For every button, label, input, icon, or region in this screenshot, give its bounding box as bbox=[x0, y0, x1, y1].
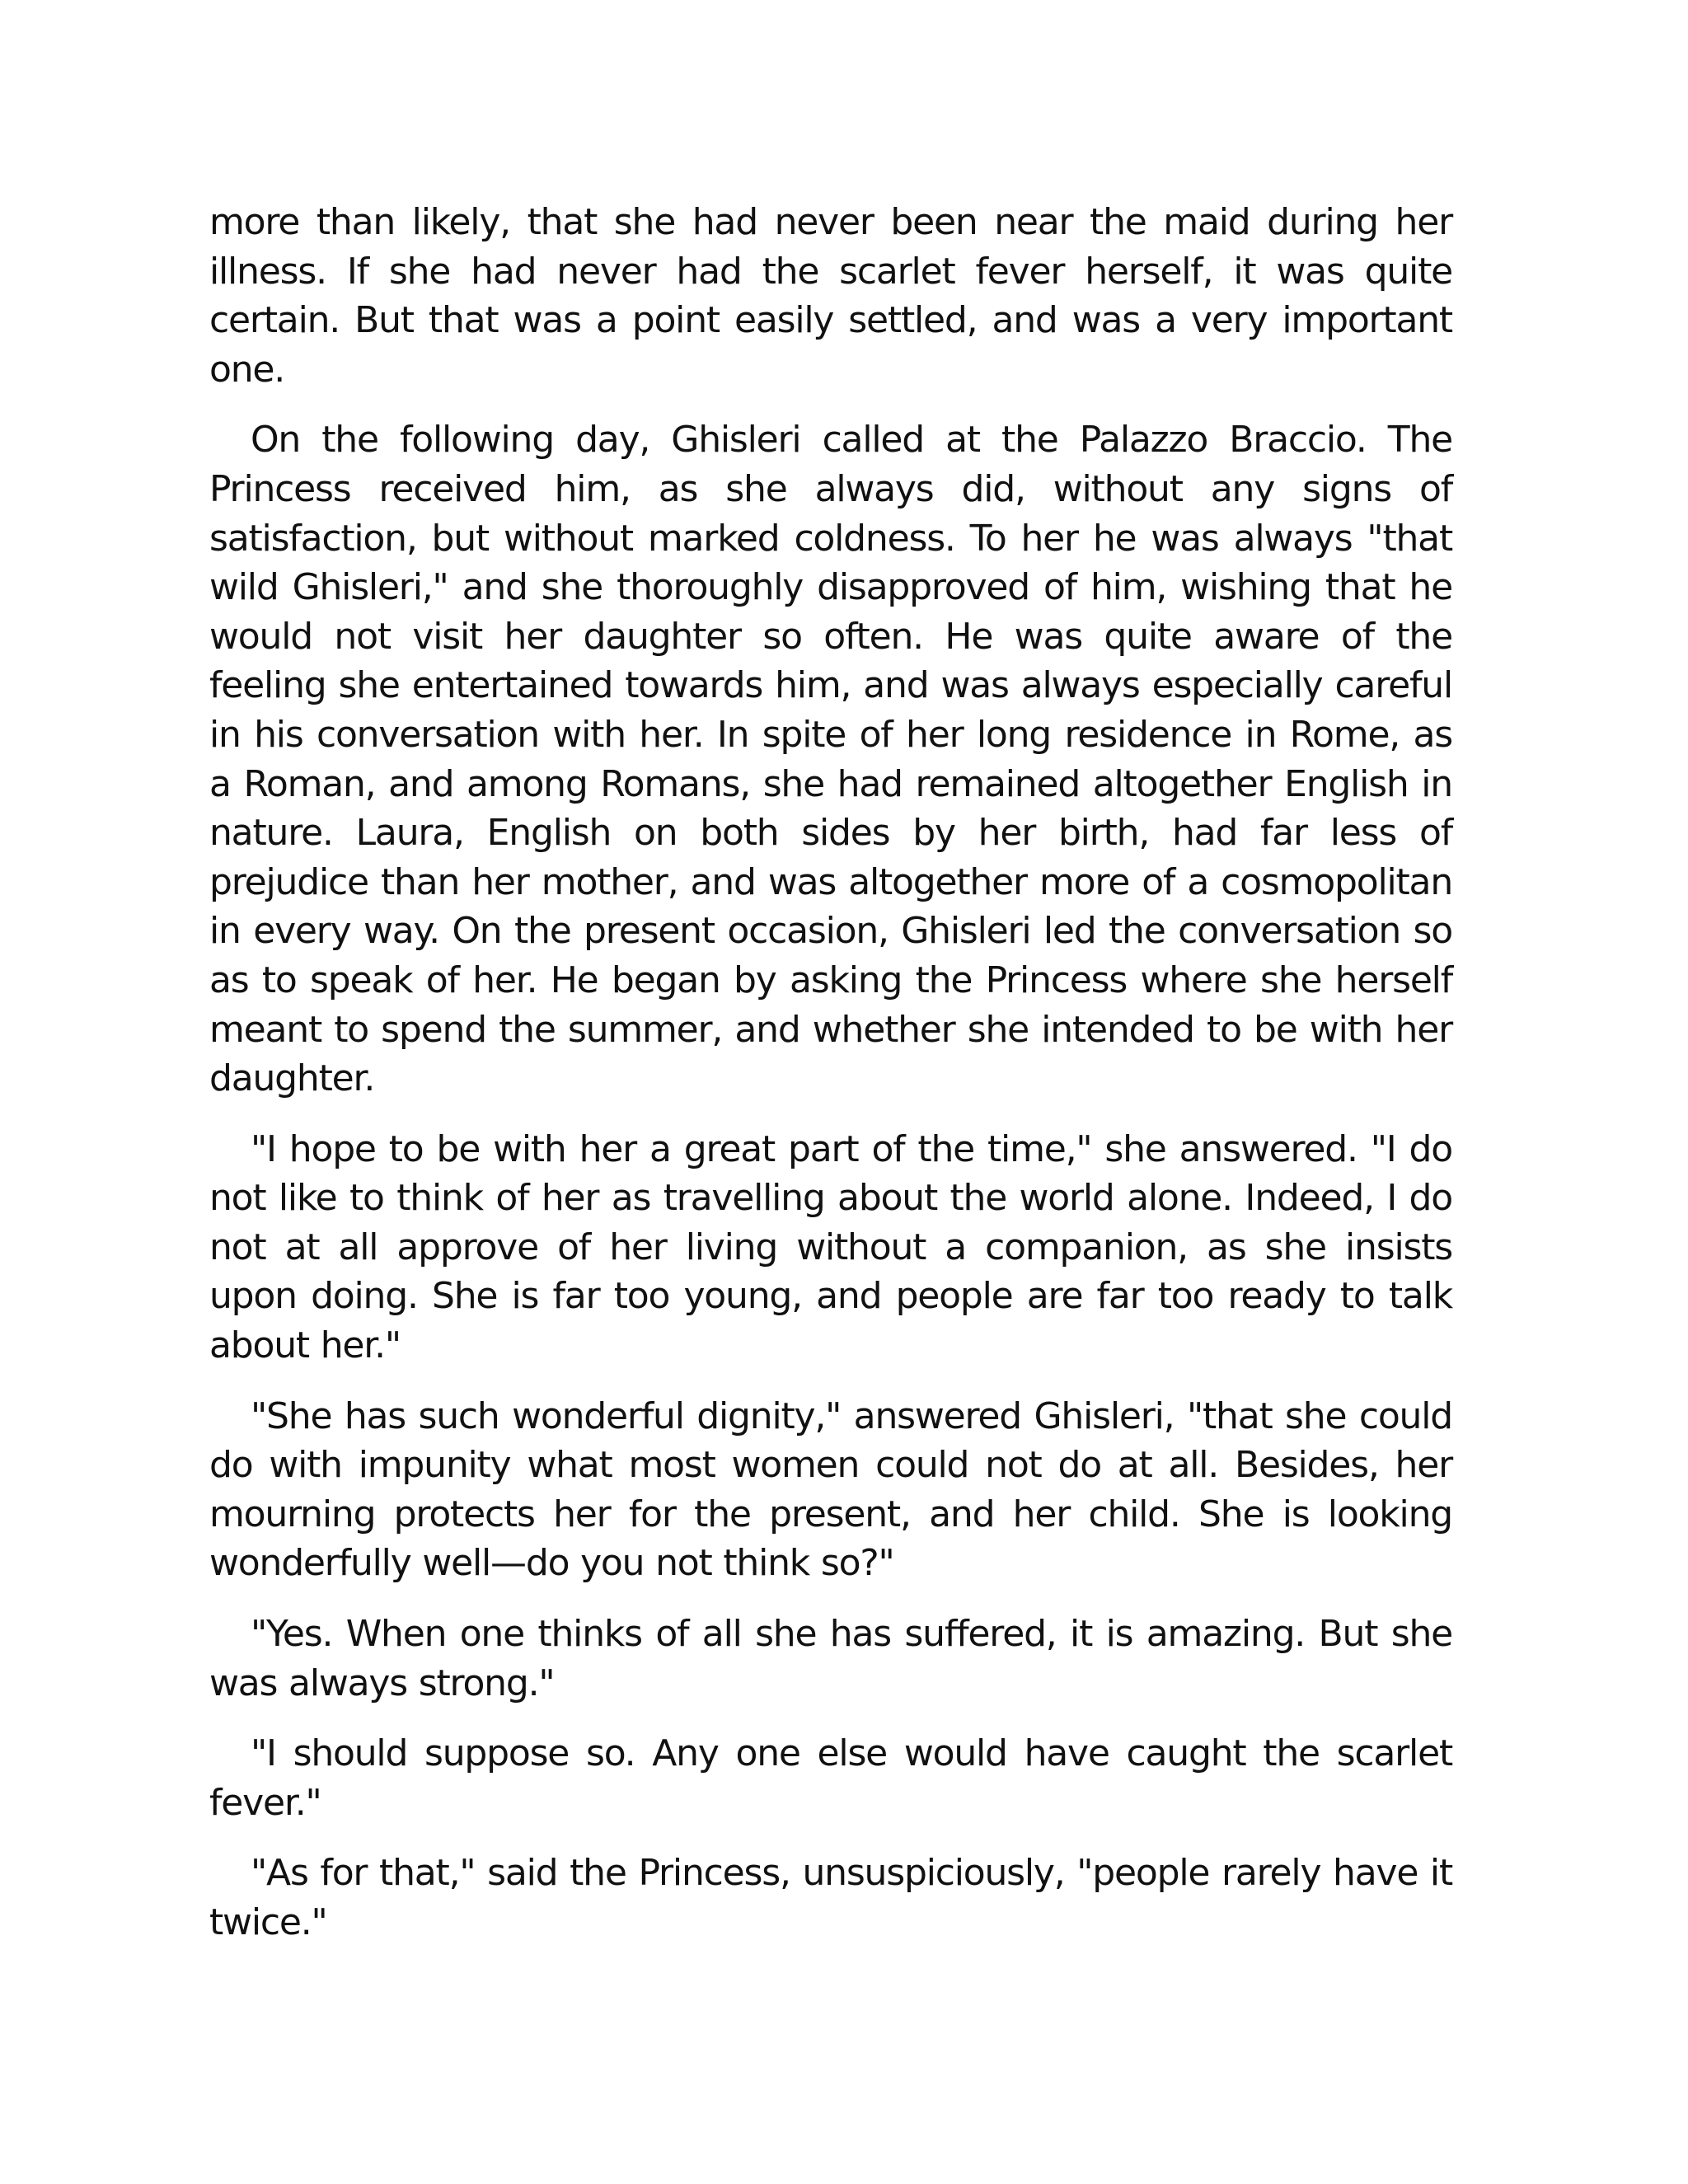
paragraph: "Yes. When one thinks of all she has suffered, it is amazing. But she was always strong." bbox=[209, 1613, 1452, 1704]
paragraph: On the following day, Ghisleri called at the Palazzo Braccio. The Princess received him, as she always did, without any signs of satisfaction, but without marked coldness. To her he was always "that wild Ghisleri," and she thoroughly disapproved of him, wishing that he would not visit her daughter so often. He was quite aware of the feeling she entertained towards him, and was always especially careful in his conversation with her. In spite of her long residence in Rome, as a Roman, and among Romans, she had remained altogether English in nature. Laura, English on both sides by her birth, had far less of prejudice than her mother, and was altogether more of a cosmopolitan in every way. On the present occasion, Ghisleri led the conversation so as to speak of her. He began by asking the Princess where she herself meant to spend the summer, and whether she intended to be with her daughter. bbox=[209, 419, 1452, 1100]
paragraph: "As for that," said the Princess, unsuspiciously, "people rarely have it twice." bbox=[209, 1852, 1452, 1943]
paragraph: more than likely, that she had never been near the maid during her illness. If she had never had the scarlet fever herself, it was quite certain. But that was a point easily settled, and was a very important one. bbox=[209, 201, 1452, 391]
paragraph: "I hope to be with her a great part of the time," she answered. "I do not like to think of her as travelling about the world alone. Indeed, I do not at all approve of her living without a companion, as she insists upon doing. She is far too young, and people are far too ready to talk about her." bbox=[209, 1127, 1452, 1367]
paragraph: "She has such wonderful dignity," answered Ghisleri, "that she could do with impunity what most women could not do at all. Besides, her mourning protects her for the present, and her child. She is looking wonderfully well—do you not think so?" bbox=[209, 1394, 1452, 1585]
paragraph: "I should suppose so. Any one else would have caught the scarlet fever." bbox=[209, 1732, 1452, 1824]
body-text bbox=[209, 198, 1452, 1969]
